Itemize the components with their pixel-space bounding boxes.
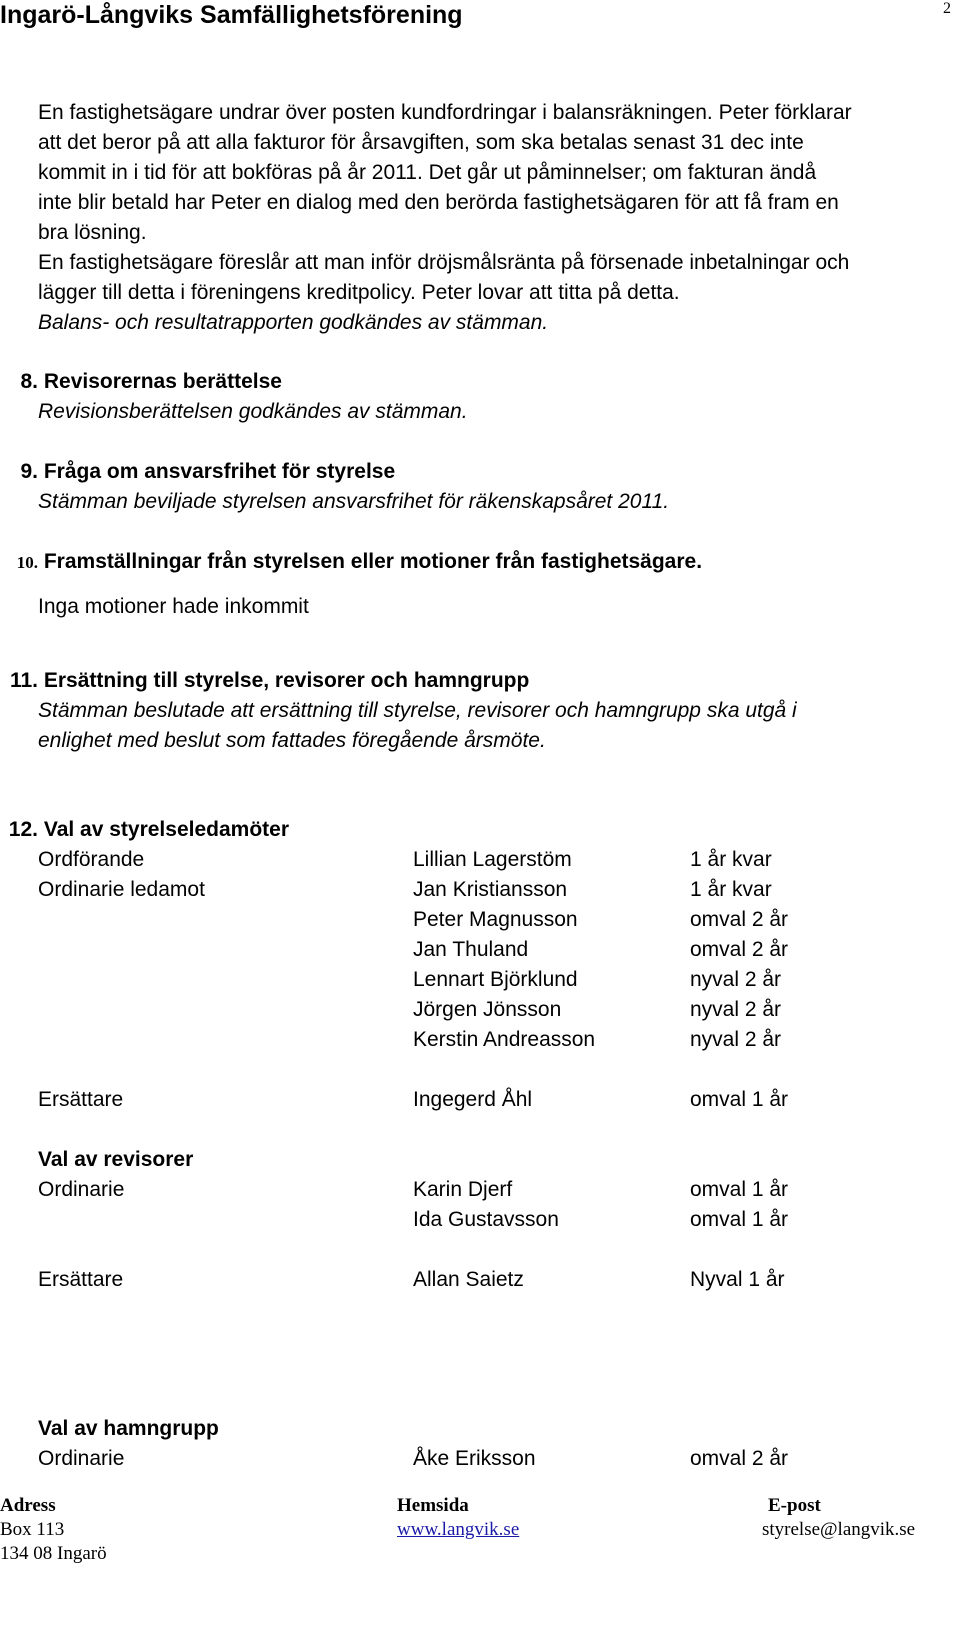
subsection-heading-harbour-group: Val av hamngrupp xyxy=(38,1417,219,1440)
section-number: 11. xyxy=(9,669,38,692)
name-cell: Lennart Björklund xyxy=(413,968,578,991)
term-cell: omval 2 år xyxy=(690,908,789,931)
term-cell: 1 år kvar xyxy=(690,848,772,871)
footer-address-line: Box 113 xyxy=(0,1519,65,1540)
decision-text: enlighet med beslut som fattades föregående årsmöte. xyxy=(38,729,546,752)
section-title: Revisorernas berättelse xyxy=(43,370,282,393)
section-title: Ersättning till styrelse, revisorer och hamngrupp xyxy=(43,669,530,692)
section-heading-8 xyxy=(0,366,282,397)
role-cell: Ordförande xyxy=(38,848,145,871)
section-heading-9 xyxy=(0,456,395,487)
name-cell: Åke Eriksson xyxy=(413,1447,536,1470)
section-title: Fråga om ansvarsfrihet för styrelse xyxy=(43,460,396,483)
name-cell: Ida Gustavsson xyxy=(413,1208,559,1231)
section-number: 9. xyxy=(20,460,38,483)
name-cell: Jörgen Jönsson xyxy=(413,998,562,1021)
subsection-heading-auditors: Val av revisorer xyxy=(38,1148,194,1171)
paragraph-line: lägger till detta i föreningens kreditpolicy. Peter lovar att titta på detta. xyxy=(38,281,680,304)
decision-text: Stämman beslutade att ersättning till styrelse, revisorer och hamngrupp ska utgå i xyxy=(38,699,797,722)
section-heading-12 xyxy=(0,814,289,845)
section-heading-10 xyxy=(0,546,702,578)
footer-website-label: Hemsida xyxy=(397,1495,469,1516)
name-cell: Peter Magnusson xyxy=(413,908,578,931)
name-cell: Kerstin Andreasson xyxy=(413,1028,596,1051)
footer-website-link[interactable]: www.langvik.se xyxy=(397,1519,520,1540)
section-heading-11 xyxy=(0,665,529,696)
term-cell: nyval 2 år xyxy=(690,968,782,991)
page-number: 2 xyxy=(943,0,951,17)
name-cell: Jan Thuland xyxy=(413,938,529,961)
term-cell: Nyval 1 år xyxy=(690,1268,785,1291)
paragraph-line: En fastighetsägare undrar över posten kundfordringar i balansräkningen. Peter förklarar xyxy=(38,101,852,124)
paragraph-line: bra lösning. xyxy=(38,221,147,244)
paragraph-line: inte blir betald har Peter en dialog med den berörda fastighetsägaren för att få fram en xyxy=(38,191,839,214)
term-cell: omval 2 år xyxy=(690,1447,789,1470)
section-number: 10. xyxy=(16,553,38,572)
name-cell: Allan Saietz xyxy=(413,1268,524,1291)
term-cell: omval 1 år xyxy=(690,1208,789,1231)
section-title: Val av styrelseledamöter xyxy=(43,818,289,841)
term-cell: 1 år kvar xyxy=(690,878,772,901)
name-cell: Jan Kristiansson xyxy=(413,878,568,901)
term-cell: nyval 2 år xyxy=(690,1028,782,1051)
footer-email-label: E-post xyxy=(768,1495,821,1516)
footer-email: styrelse@langvik.se xyxy=(762,1519,916,1540)
section-number: 8. xyxy=(20,370,38,393)
name-cell: Ingegerd Åhl xyxy=(413,1088,533,1111)
role-cell: Ordinarie xyxy=(38,1447,125,1470)
role-cell: Ordinarie xyxy=(38,1178,125,1201)
term-cell: omval 2 år xyxy=(690,938,789,961)
term-cell: omval 1 år xyxy=(690,1088,789,1111)
paragraph-line: kommit in i tid för att bokföras på år 2011. Det går ut påminnelser; om fakturan ändå xyxy=(38,161,817,184)
decision-text: Balans- och resultatrapporten godkändes av stämman. xyxy=(38,311,549,334)
decision-text: Revisionsberättelsen godkändes av stämman. xyxy=(38,400,468,423)
role-cell: Ersättare xyxy=(38,1088,124,1111)
section-number: 12. xyxy=(8,818,38,841)
name-cell: Lillian Lagerstöm xyxy=(413,848,572,871)
term-cell: omval 1 år xyxy=(690,1178,789,1201)
term-cell: nyval 2 år xyxy=(690,998,782,1021)
document-header-title: Ingarö-Långviks Samfällighetsförening xyxy=(0,1,463,29)
name-cell: Karin Djerf xyxy=(413,1178,513,1201)
section-title: Framställningar från styrelsen eller motioner från fastighetsägare. xyxy=(43,550,703,573)
paragraph-line: att det beror på att alla fakturor för årsavgiften, som ska betalas senast 31 dec inte xyxy=(38,131,804,154)
footer-address-label: Adress xyxy=(0,1495,56,1516)
paragraph-line: En fastighetsägare föreslår att man inför dröjsmålsränta på försenade inbetalningar och xyxy=(38,251,850,274)
role-cell: Ordinarie ledamot xyxy=(38,878,205,901)
section-text: Inga motioner hade inkommit xyxy=(38,595,309,618)
footer-address-line: 134 08 Ingarö xyxy=(0,1543,107,1564)
role-cell: Ersättare xyxy=(38,1268,124,1291)
decision-text: Stämman beviljade styrelsen ansvarsfrihet för räkenskapsåret 2011. xyxy=(38,490,670,513)
